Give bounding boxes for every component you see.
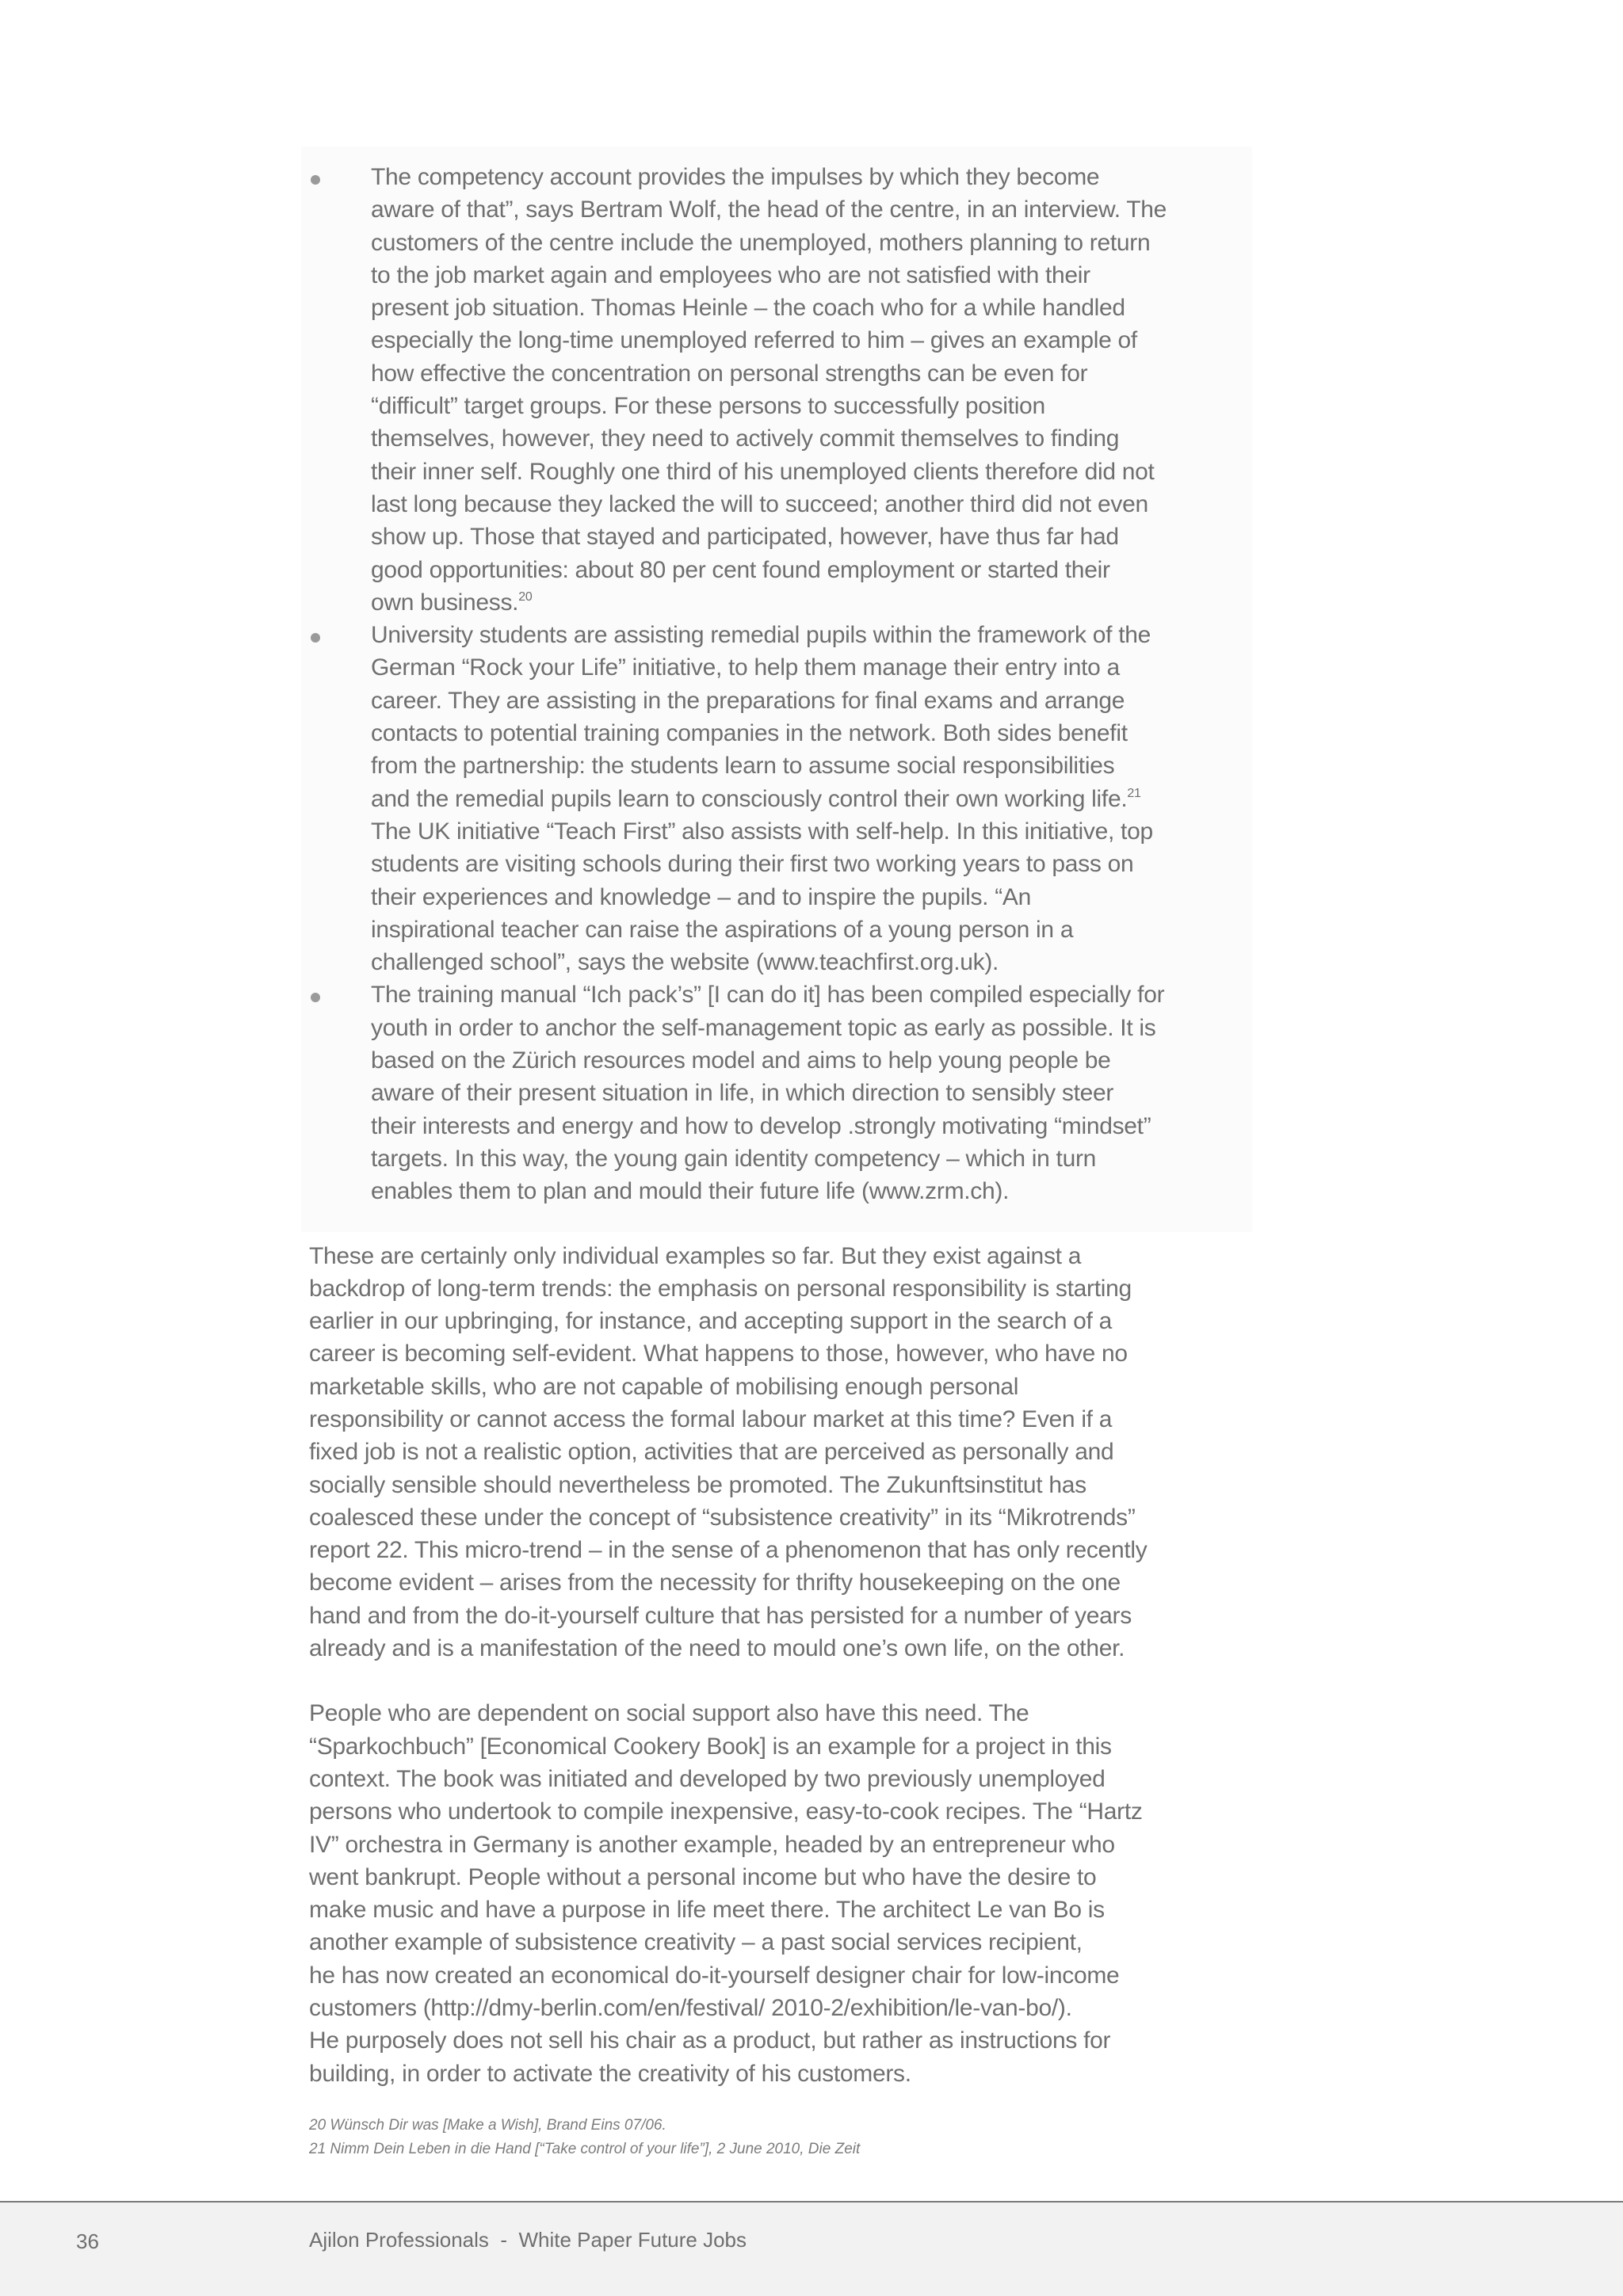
bullet-item — [309, 619, 1268, 978]
bullet-text: The training manual “Ich pack’s” [I can do it] has been compiled especially for youth in order to anchor the self-management topic as early as possible. It is based on the Zürich resources model and aims to help young people be aware of their present situation in life, in which direction to sensibly steer their interests and energy and how to develop .strongly motivating “mindset” targets. In this way, the young gain identity competency – which in turn enables them to plan and mould their future life (www.zrm.ch). — [371, 982, 1165, 1205]
body-paragraph: These are certainly only individual examples so far. But they exist against a backdrop of long-term trends: the emphasis on personal responsibility is starting earlier in our upbringing, for instance, and accepting support in the search of a career is becoming self-evident. What happens to those, however, who have no marketable skills, who are not capable of mobilising enough personal responsibility or cannot access the formal labour market at this time? Even if a fixed job is not a realistic option, activities that are perceived as personally and socially sensible should nevertheless be promoted. The Zukunftsinstitut has coalesced these under the concept of “subsistence creativity” in its “Mikrotrends” report 22. This micro-trend – in the sense of a phenomenon that has only recently become evident – arises from the necessity for thrifty housekeeping on the one hand and from the do-it-yourself culture that has persisted for a number of years already and is a manifestation of the need to mould one’s own life, on the other. — [309, 1242, 1148, 1662]
footer-title: Ajilon Professionals - White Paper Future Jobs — [309, 2228, 747, 2252]
page-footer — [0, 2201, 1623, 2296]
bullet-dot-icon — [311, 633, 320, 643]
bullet-text: The competency account provides the impulses by which they become aware of that”, says Bertram Wolf, the head of the centre, in an interview. The customers of the centre include the unemployed, mothers planning to return to the job market again and employees who are not satisfied with their present job situation. Thomas Heinle – the coach who for a while handled especially the long-time unemployed referred to him – gives an example of how effective the concentration on personal strengths can be even for “difficult” target groups. For these persons to successfully position themselves, however, they need to actively commit themselves to finding their inner self. Roughly one third of his unemployed clients therefore did not last long because they lacked the will to succeed; another third did not even show up. Those that stayed and participated, however, have thus far had good opportunities: about 80 per cent found employment or started their own business. — [371, 164, 1167, 616]
bullet-item — [309, 978, 1268, 1207]
bullet-dot-icon — [311, 993, 320, 1002]
bullet-list — [309, 161, 1268, 1208]
bullet-item — [309, 161, 1268, 619]
bullet-dot-icon — [311, 175, 320, 185]
footnote-reference: 21 — [1127, 786, 1141, 800]
bullet-text-continued: The UK initiative “Teach First” also assists with self-help. In this initiative, top students are visiting schools during their first two working years to pass on their experiences and knowledge – and to inspire the pupils. “An inspirational teacher can raise the aspirations of a young person in a challenged school”, says the website (www.teachfirst.org.uk). — [371, 818, 1153, 976]
footnote: 21 Nimm Dein Leben in die Hand [“Take control of your life”], 2 June 2010, Die Zeit — [309, 2140, 861, 2157]
footnotes — [309, 2114, 1268, 2161]
page-content — [309, 161, 1268, 2161]
page-number: 36 — [76, 2229, 99, 2253]
footnote-reference: 20 — [518, 589, 533, 604]
body-paragraph: People who are dependent on social support also have this need. The “Sparkochbuch” [Economical Cookery Book] is an example for a project in this context. The book was initiated and developed by two previously unemployed persons who undertook to compile inexpensive, easy-to-cook recipes. The “Hartz IV” orchestra in Germany is another example, headed by an entrepreneur who went bankrupt. People without a personal income but who have the desire to make music and have a purpose in life meet there. The architect Le van Bo is another example of subsistence creativity – a past social services recipient, he has now created an economical do-it-yourself designer chair for low-income customers (http://dmy-berlin.com/en/festival/ 2010-2/exhibition/le-van-bo/). He purposely does not sell his chair as a product, but rather as instructions for building, in order to activate the creativity of his customers. — [309, 1700, 1143, 2087]
footnote: 20 Wünsch Dir was [Make a Wish], Brand Eins 07/06. — [309, 2116, 666, 2134]
bullet-text: University students are assisting remedial pupils within the framework of the German “Rock your Life” initiative, to help them manage their entry into a career. They are assisting in the preparations for final exams and arrange contacts to potential training companies in the network. Both sides benefit from the partnership: the students learn to assume social responsibilities and the remedial pupils learn to consciously control their own working life. — [371, 622, 1151, 812]
